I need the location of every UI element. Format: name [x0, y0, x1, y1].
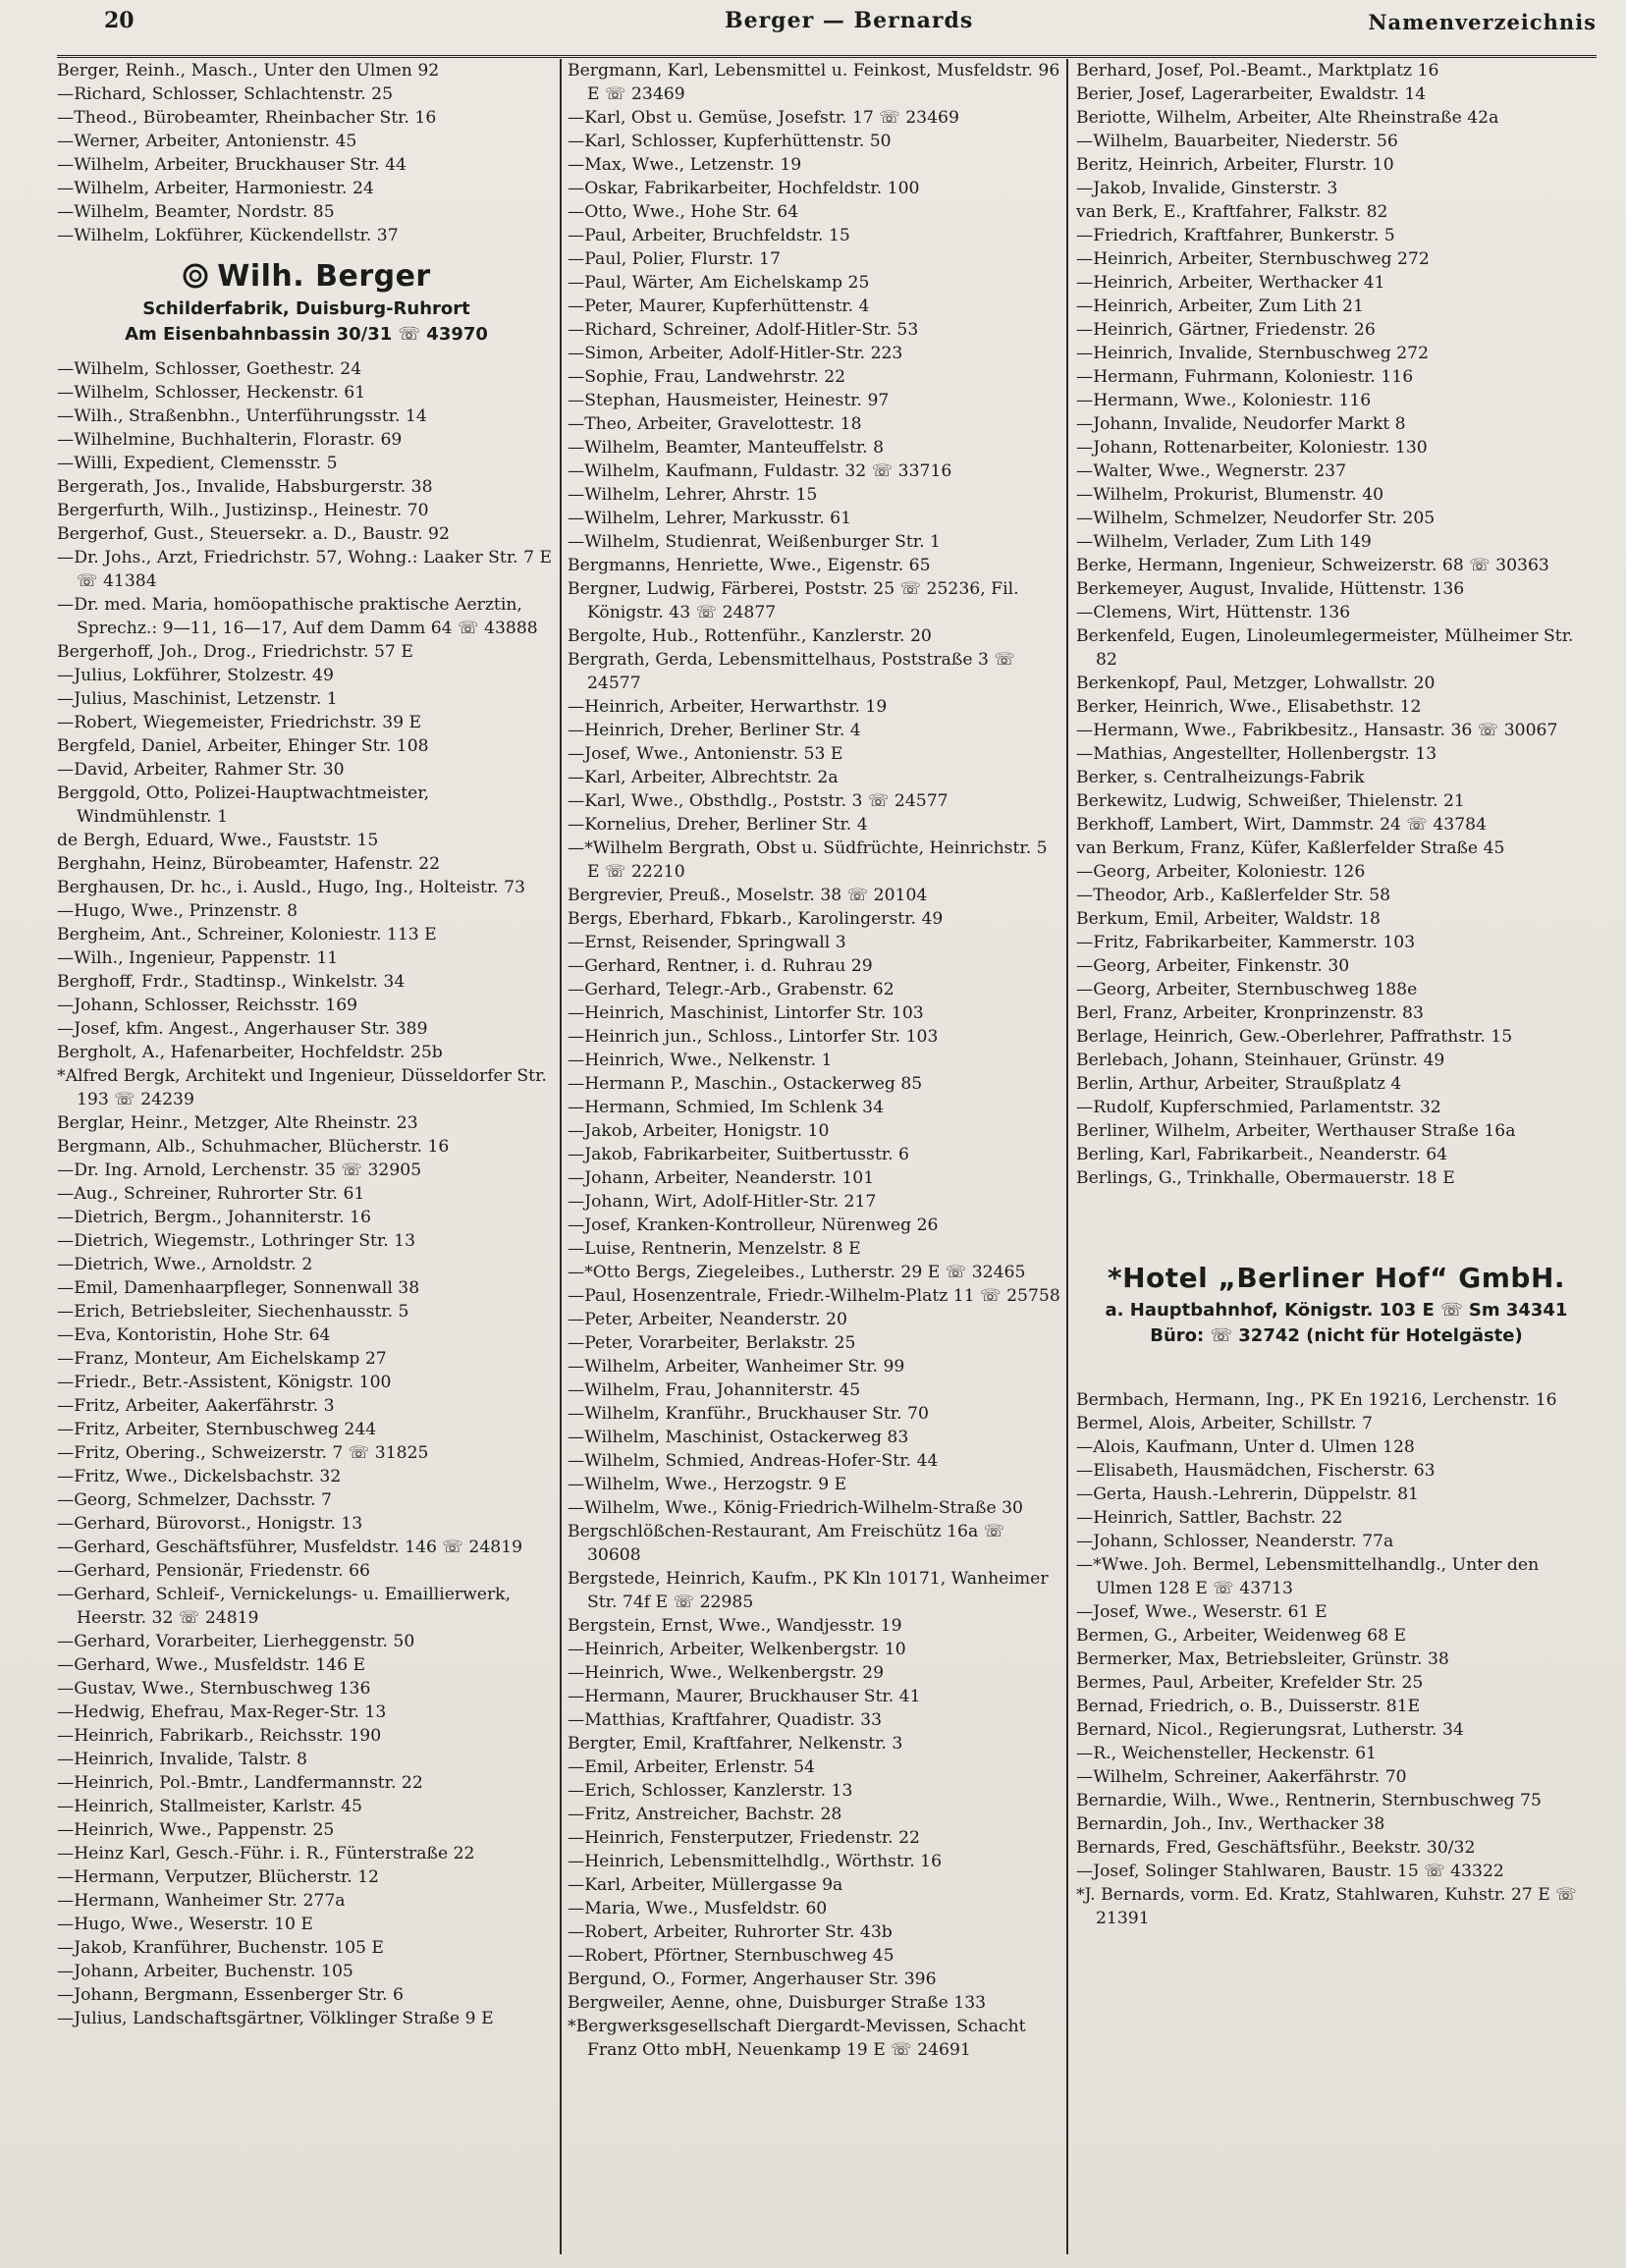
directory-entry: Bergmanns, Henriette, Wwe., Eigenstr. 65 — [568, 556, 931, 575]
directory-entry: —Josef, Kranken-Kontrolleur, Nürenweg 26 — [568, 1215, 939, 1235]
directory-entry: —Gerhard, Geschäftsführer, Musfeldstr. 146 ☏ 24819 — [57, 1538, 523, 1557]
directory-entry: Berlin, Arthur, Arbeiter, Straußplatz 4 — [1076, 1074, 1402, 1094]
directory-entry: —Hermann, Wanheimer Str. 277a — [57, 1891, 346, 1911]
directory-entry: —Heinrich jun., Schloss., Lintorfer Str. 103 — [568, 1027, 939, 1047]
directory-entry: —Heinrich, Arbeiter, Zum Lith 21 — [1076, 297, 1364, 316]
directory-entry: —Wilhelm, Schreiner, Aakerfährstr. 70 — [1076, 1767, 1407, 1787]
directory-entry: Bernard, Nicol., Regierungsrat, Lutherstr. 34 — [1076, 1720, 1464, 1740]
directory-entry: —*Otto Bergs, Ziegeleibes., Lutherstr. 29 E ☏ 32465 — [568, 1263, 1026, 1282]
directory-entry: —Gerhard, Pensionär, Friedenstr. 66 — [57, 1561, 370, 1581]
directory-entry: Bernardie, Wilh., Wwe., Rentnerin, Sternbuschweg 75 — [1076, 1791, 1542, 1810]
directory-entry: —Luise, Rentnerin, Menzelstr. 8 E — [568, 1239, 861, 1259]
directory-entry: —Johann, Bergmann, Essenberger Str. 6 — [57, 1985, 404, 2005]
directory-entry: —Wilhelm, Lokführer, Kückendellstr. 37 — [57, 226, 399, 245]
directory-entry: —Willi, Expedient, Clemensstr. 5 — [57, 454, 338, 473]
directory-entry: —Hermann, Verputzer, Blücherstr. 12 — [57, 1867, 379, 1887]
directory-entry: Bergerfurth, Wilh., Justizinsp., Heinestr. 70 — [57, 501, 429, 520]
directory-entry: *J. Bernards, vorm. Ed. Kratz, Stahlwaren, Kuhstr. 27 E ☏ 21391 — [1076, 1885, 1577, 1928]
directory-entry: —Walter, Wwe., Wegnerstr. 237 — [1076, 461, 1347, 481]
directory-entry: —Kornelius, Dreher, Berliner Str. 4 — [568, 815, 868, 835]
directory-entry: —Heinrich, Wwe., Welkenbergstr. 29 — [568, 1663, 885, 1683]
directory-entry: van Berkum, Franz, Küfer, Kaßlerfelder Straße 45 — [1076, 838, 1505, 858]
directory-entry: —*Wwe. Joh. Bermel, Lebensmittelhandlg., Unter den Ulmen 128 E ☏ 43713 — [1076, 1555, 1540, 1598]
directory-entry: Berlebach, Johann, Steinhauer, Grünstr. 49 — [1076, 1051, 1445, 1070]
directory-entry: —Peter, Arbeiter, Neanderstr. 20 — [568, 1310, 847, 1329]
directory-entry: —Dietrich, Bergm., Johanniterstr. 16 — [57, 1208, 371, 1227]
directory-entry: —Fritz, Anstreicher, Bachstr. 28 — [568, 1805, 842, 1824]
directory-entry: —*Wilhelm Bergrath, Obst u. Südfrüchte, Heinrichstr. 5 E ☏ 22210 — [568, 838, 1048, 882]
directory-entry: —Hermann P., Maschin., Ostackerweg 85 — [568, 1074, 923, 1094]
directory-entry: *Alfred Bergk, Architekt und Ingenieur, Düsseldorfer Str. 193 ☏ 24239 — [57, 1066, 547, 1109]
directory-entry: —Richard, Schlosser, Schlachtenstr. 25 — [57, 84, 394, 104]
directory-entry: Berlings, G., Trinkhalle, Obermauerstr. 18 E — [1076, 1168, 1455, 1188]
directory-entry: Bernards, Fred, Geschäftsführ., Beekstr. 30/32 — [1076, 1838, 1476, 1858]
directory-entry: —Gerhard, Rentner, i. d. Ruhrau 29 — [568, 956, 873, 976]
directory-entry: —Wilhelm, Kranführ., Bruckhauser Str. 70 — [568, 1404, 929, 1424]
directory-entry: —Wilhelm, Beamter, Manteuffelstr. 8 — [568, 438, 885, 458]
directory-entry: Berker, Heinrich, Wwe., Elisabethstr. 12 — [1076, 697, 1422, 717]
ad-company-line: Schilderfabrik, Duisburg-Ruhrort — [142, 298, 470, 319]
page-number: 20 — [104, 8, 135, 33]
directory-entry: —Heinrich, Sattler, Bachstr. 22 — [1076, 1508, 1343, 1528]
directory-entry: Bergerhof, Gust., Steuersekr. a. D., Baustr. 92 — [57, 524, 450, 544]
directory-entry: de Bergh, Eduard, Wwe., Fauststr. 15 — [57, 831, 379, 850]
directory-entry: —Heinrich, Maschinist, Lintorfer Str. 103 — [568, 1003, 924, 1023]
directory-entry: Berier, Josef, Lagerarbeiter, Ewaldstr. 14 — [1076, 84, 1427, 104]
directory-entry: —Heinrich, Arbeiter, Herwarthstr. 19 — [568, 697, 888, 717]
directory-entry: —Oskar, Fabrikarbeiter, Hochfeldstr. 100 — [568, 179, 920, 198]
directory-entry: —Heinrich, Gärtner, Friedenstr. 26 — [1076, 320, 1376, 340]
directory-entry: —Georg, Arbeiter, Koloniestr. 126 — [1076, 862, 1366, 882]
directory-entry: Berger, Reinh., Masch., Unter den Ulmen 92 — [57, 61, 440, 81]
directory-entry: —Georg, Schmelzer, Dachsstr. 7 — [57, 1490, 332, 1510]
ad-company-name: Wilh. Berger — [217, 259, 431, 294]
directory-entry: —Julius, Maschinist, Letzenstr. 1 — [57, 689, 338, 709]
directory-entry: —Fritz, Arbeiter, Sternbuschweg 244 — [57, 1420, 377, 1439]
directory-entry: Berkemeyer, August, Invalide, Hüttenstr. 136 — [1076, 579, 1465, 599]
directory-entry: —Dr. Ing. Arnold, Lerchenstr. 35 ☏ 32905 — [57, 1161, 422, 1180]
directory-entry: —Heinrich, Invalide, Talstr. 8 — [57, 1750, 307, 1769]
directory-entry: —Robert, Pförtner, Sternbuschweg 45 — [568, 1946, 894, 1966]
directory-entry: Berliner, Wilhelm, Arbeiter, Werthauser Straße 16a — [1076, 1121, 1516, 1141]
directory-entry: —Aug., Schreiner, Ruhrorter Str. 61 — [57, 1184, 365, 1204]
directory-entry: —Robert, Arbeiter, Ruhrorter Str. 43b — [568, 1922, 893, 1942]
directory-entry: —Wilhelm, Arbeiter, Bruckhauser Str. 44 — [57, 155, 406, 175]
directory-entry: —Heinrich, Fensterputzer, Friedenstr. 22 — [568, 1828, 920, 1848]
directory-entry: Bergheim, Ant., Schreiner, Koloniestr. 113 E — [57, 925, 437, 945]
directory-entry: Berghausen, Dr. hc., i. Ausld., Hugo, Ing., Holteistr. 73 — [57, 878, 525, 897]
directory-entry: —Wilhelm, Schlosser, Heckenstr. 61 — [57, 383, 366, 403]
directory-entry: —Wilhelm, Wwe., Herzogstr. 9 E — [568, 1475, 847, 1494]
directory-entry: —Matthias, Kraftfahrer, Quadistr. 33 — [568, 1710, 883, 1730]
directory-entry: —Alois, Kaufmann, Unter d. Ulmen 128 — [1076, 1437, 1415, 1457]
directory-entry: —Josef, kfm. Angest., Angerhauser Str. 389 — [57, 1019, 428, 1039]
directory-entry: Berggold, Otto, Polizei-Hauptwachtmeister, Windmühlenstr. 1 — [57, 783, 430, 827]
directory-entry: *Bergwerksgesellschaft Diergardt-Mevissen, Schacht Franz Otto mbH, Neuenkamp 19 E ☏ 24691 — [568, 2017, 1026, 2060]
directory-entry: —Otto, Wwe., Hohe Str. 64 — [568, 202, 799, 222]
directory-entry: —Johann, Rottenarbeiter, Koloniestr. 130 — [1076, 438, 1428, 458]
directory-entry: —Wilh., Straßenbhn., Unterführungsstr. 14 — [57, 406, 427, 426]
directory-entry: —Robert, Wiegemeister, Friedrichstr. 39 E — [57, 713, 422, 732]
directory-entry: —Stephan, Hausmeister, Heinestr. 97 — [568, 391, 890, 410]
directory-entry: —Friedr., Betr.-Assistent, Königstr. 100 — [57, 1373, 392, 1392]
directory-entry: —Peter, Maurer, Kupferhüttenstr. 4 — [568, 297, 870, 316]
entry-list — [1076, 59, 1597, 1190]
directory-entry: Berker, s. Centralheizungs-Fabrik — [1076, 768, 1365, 787]
directory-entry: —Hermann, Maurer, Bruckhauser Str. 41 — [568, 1687, 921, 1706]
directory-entry: —Paul, Wärter, Am Eichelskamp 25 — [568, 273, 870, 293]
directory-entry: Berghoff, Frdr., Stadtinsp., Winkelstr. 34 — [57, 972, 406, 992]
directory-entry: —Gerhard, Telegr.-Arb., Grabenstr. 62 — [568, 980, 894, 999]
directory-entry: —Heinrich, Stallmeister, Karlstr. 45 — [57, 1797, 362, 1816]
directory-entry: —Heinz Karl, Gesch.-Führ. i. R., Fünterstraße 22 — [57, 1844, 475, 1863]
directory-entry: —Karl, Schlosser, Kupferhüttenstr. 50 — [568, 132, 892, 151]
directory-entry: Bermes, Paul, Arbeiter, Krefelder Str. 25 — [1076, 1673, 1424, 1693]
directory-entry: —Wilhelm, Verlader, Zum Lith 149 — [1076, 532, 1372, 552]
directory-entry: —Wilhelm, Frau, Johanniterstr. 45 — [568, 1380, 861, 1400]
directory-entry: —Karl, Arbeiter, Müllergasse 9a — [568, 1875, 843, 1895]
entry-list — [57, 357, 556, 2030]
directory-entry: —Johann, Invalide, Neudorfer Markt 8 — [1076, 414, 1406, 434]
directory-entry: Bermerker, Max, Betriebsleiter, Grünstr. 38 — [1076, 1649, 1449, 1669]
directory-entry: —Gustav, Wwe., Sternbuschweg 136 — [57, 1679, 371, 1699]
directory-entry: Berhard, Josef, Pol.-Beamt., Marktplatz 16 — [1076, 61, 1439, 81]
directory-entry: —Wilhelm, Wwe., König-Friedrich-Wilhelm-Straße 30 — [568, 1498, 1023, 1518]
header-section-title: Namenverzeichnis — [1368, 10, 1597, 34]
directory-entry: Bergrath, Gerda, Lebensmittelhaus, Poststraße 3 ☏ 24577 — [568, 650, 1015, 693]
directory-entry: —Wilhelm, Beamter, Nordstr. 85 — [57, 202, 335, 222]
advertisement-hotel-berliner-hof — [1076, 1259, 1597, 1349]
directory-entry: —Emil, Arbeiter, Erlenstr. 54 — [568, 1757, 815, 1777]
directory-entry: —Wilhelm, Maschinist, Ostackerweg 83 — [568, 1428, 909, 1447]
directory-entry: Bergerhoff, Joh., Drog., Friedrichstr. 57 E — [57, 642, 413, 662]
directory-entry: —Hugo, Wwe., Weserstr. 10 E — [57, 1915, 313, 1934]
directory-entry: —Heinrich, Fabrikarb., Reichsstr. 190 — [57, 1726, 382, 1746]
directory-entry: —Wilhelm, Lehrer, Ahrstr. 15 — [568, 485, 818, 505]
directory-entry: —Hermann, Fuhrmann, Koloniestr. 116 — [1076, 367, 1414, 387]
entry-list — [1076, 1388, 1597, 1930]
directory-entry: —Heinrich, Wwe., Pappenstr. 25 — [57, 1820, 335, 1840]
directory-entry: Berl, Franz, Arbeiter, Kronprinzenstr. 83 — [1076, 1003, 1424, 1023]
directory-entry: Bergfeld, Daniel, Arbeiter, Ehinger Str. 108 — [57, 736, 429, 756]
directory-entry: Bergmann, Karl, Lebensmittel u. Feinkost, Musfeldstr. 96 E ☏ 23469 — [568, 61, 1060, 104]
directory-entry: —Karl, Wwe., Obsthdlg., Poststr. 3 ☏ 24577 — [568, 791, 948, 811]
column-divider — [1066, 59, 1068, 2254]
directory-entry: —Paul, Polier, Flurstr. 17 — [568, 249, 781, 269]
directory-entry: Berglar, Heinr., Metzger, Alte Rheinstr. 23 — [57, 1113, 418, 1133]
directory-entry: —Gerhard, Schleif-, Vernickelungs- u. Emaillierwerk, Heerstr. 32 ☏ 24819 — [57, 1585, 512, 1628]
columns-container — [57, 59, 1597, 2254]
directory-entry: —Sophie, Frau, Landwehrstr. 22 — [568, 367, 846, 387]
directory-entry: Berkhoff, Lambert, Wirt, Dammstr. 24 ☏ 43784 — [1076, 815, 1488, 835]
directory-entry: —Heinrich, Wwe., Nelkenstr. 1 — [568, 1051, 833, 1070]
directory-entry: Berke, Hermann, Ingenieur, Schweizerstr. 68 ☏ 30363 — [1076, 556, 1549, 575]
directory-entry: —Fritz, Arbeiter, Aakerfährstr. 3 — [57, 1396, 335, 1416]
directory-entry: —Hermann, Wwe., Koloniestr. 116 — [1076, 391, 1372, 410]
directory-entry: —Georg, Arbeiter, Sternbuschweg 188e — [1076, 980, 1418, 999]
directory-entry: —Fritz, Fabrikarbeiter, Kammerstr. 103 — [1076, 933, 1416, 952]
directory-entry: —Erich, Schlosser, Kanzlerstr. 13 — [568, 1781, 853, 1801]
directory-entry: —Simon, Arbeiter, Adolf-Hitler-Str. 223 — [568, 344, 903, 363]
directory-entry: Bermbach, Hermann, Ing., PK En 19216, Lerchenstr. 16 — [1076, 1390, 1557, 1410]
ad-address-line: Am Eisenbahnbassin 30/31 ☏ 43970 — [125, 324, 488, 345]
directory-entry: —Dietrich, Wiegemstr., Lothringer Str. 13 — [57, 1231, 416, 1251]
directory-entry: Bergrevier, Preuß., Moselstr. 38 ☏ 20104 — [568, 886, 928, 905]
directory-entry: —Peter, Vorarbeiter, Berlakstr. 25 — [568, 1333, 856, 1353]
directory-entry: Berghahn, Heinz, Bürobeamter, Hafenstr. 22 — [57, 854, 441, 874]
directory-entry: —Hugo, Wwe., Prinzenstr. 8 — [57, 901, 298, 921]
directory-entry: Bermel, Alois, Arbeiter, Schillstr. 7 — [1076, 1414, 1373, 1433]
directory-entry: —Julius, Landschaftsgärtner, Völklinger Straße 9 E — [57, 2009, 494, 2028]
directory-entry: —Wilhelm, Lehrer, Markusstr. 61 — [568, 509, 852, 528]
directory-entry: —Johann, Schlosser, Reichsstr. 169 — [57, 996, 358, 1015]
directory-entry: —Gerhard, Wwe., Musfeldstr. 146 E — [57, 1655, 366, 1675]
directory-entry: Berkum, Emil, Arbeiter, Waldstr. 18 — [1076, 909, 1381, 929]
directory-entry: —Josef, Wwe., Weserstr. 61 E — [1076, 1602, 1328, 1622]
directory-entry: —Gerhard, Vorarbeiter, Lierheggenstr. 50 — [57, 1632, 415, 1651]
directory-entry: —Heinrich, Invalide, Sternbuschweg 272 — [1076, 344, 1430, 363]
directory-entry: Bergner, Ludwig, Färberei, Poststr. 25 ☏ 25236, Fil. Königstr. 43 ☏ 24877 — [568, 579, 1019, 622]
directory-entry: —Dr. Johs., Arzt, Friedrichstr. 57, Wohng.: Laaker Str. 7 E ☏ 41384 — [57, 548, 553, 591]
directory-entry: —Fritz, Obering., Schweizerstr. 7 ☏ 31825 — [57, 1443, 429, 1463]
column-1 — [57, 59, 556, 2254]
directory-entry: —Karl, Arbeiter, Albrechtstr. 2a — [568, 768, 839, 787]
directory-entry: —Wilhelm, Schmied, Andreas-Hofer-Str. 44 — [568, 1451, 939, 1471]
directory-entry: —Paul, Arbeiter, Bruchfeldstr. 15 — [568, 226, 850, 245]
header-range-title: Berger — Bernards — [725, 8, 974, 33]
directory-entry: —Wilhelm, Prokurist, Blumenstr. 40 — [1076, 485, 1384, 505]
directory-entry: —Richard, Schreiner, Adolf-Hitler-Str. 53 — [568, 320, 919, 340]
directory-entry: —Ernst, Reisender, Springwall 3 — [568, 933, 846, 952]
directory-entry: —Eva, Kontoristin, Hohe Str. 64 — [57, 1325, 331, 1345]
directory-entry: Berlage, Heinrich, Gew.-Oberlehrer, Paffrathstr. 15 — [1076, 1027, 1513, 1047]
column-divider — [560, 59, 562, 2254]
directory-entry: —Paul, Hosenzentrale, Friedr.-Wilhelm-Platz 11 ☏ 25758 — [568, 1286, 1060, 1306]
directory-entry: —Elisabeth, Hausmädchen, Fischerstr. 63 — [1076, 1461, 1436, 1481]
directory-entry: —Heinrich, Dreher, Berliner Str. 4 — [568, 721, 861, 740]
directory-entry: —R., Weichensteller, Heckenstr. 61 — [1076, 1744, 1377, 1763]
directory-entry: —Erich, Betriebsleiter, Siechenhausstr. 5 — [57, 1302, 409, 1322]
directory-entry: —Max, Wwe., Letzenstr. 19 — [568, 155, 802, 175]
directory-entry: —Julius, Lokführer, Stolzestr. 49 — [57, 666, 334, 685]
directory-entry: Bergter, Emil, Kraftfahrer, Nelkenstr. 3 — [568, 1734, 903, 1754]
directory-entry: —Heinrich, Lebensmittelhdlg., Wörthstr. 16 — [568, 1852, 943, 1871]
directory-entry: —Dr. med. Maria, homöopathische praktische Aerztin, Sprechz.: 9—11, 16—17, Auf dem Damm 64 ☏ 43888 — [57, 595, 538, 638]
directory-entry: —Heinrich, Arbeiter, Sternbuschweg 272 — [1076, 249, 1430, 269]
page-header — [57, 0, 1597, 58]
directory-entry: Bergmann, Alb., Schuhmacher, Blücherstr. 16 — [57, 1137, 450, 1157]
directory-entry: —Mathias, Angestellter, Hollenbergstr. 13 — [1076, 744, 1437, 764]
directory-entry: —Josef, Wwe., Antonienstr. 53 E — [568, 744, 843, 764]
directory-entry: Bernardin, Joh., Inv., Werthacker 38 — [1076, 1814, 1385, 1834]
directory-entry: —Wilh., Ingenieur, Pappenstr. 11 — [57, 948, 339, 968]
directory-entry: —Theo, Arbeiter, Gravelottestr. 18 — [568, 414, 862, 434]
directory-entry: Bergs, Eberhard, Fbkarb., Karolingerstr. 49 — [568, 909, 944, 929]
entry-list — [568, 59, 1060, 2062]
directory-entry: —Jakob, Fabrikarbeiter, Suitbertusstr. 6 — [568, 1145, 909, 1164]
directory-entry: —Theodor, Arb., Kaßlerfelder Str. 58 — [1076, 886, 1391, 905]
entry-list — [57, 59, 556, 247]
directory-entry: Bergweiler, Aenne, ohne, Duisburger Straße 133 — [568, 1993, 987, 2013]
column-2 — [568, 59, 1060, 2254]
directory-entry: —Heinrich, Pol.-Bmtr., Landfermannstr. 22 — [57, 1773, 423, 1793]
directory-entry: —Wilhelm, Schlosser, Goethestr. 24 — [57, 359, 362, 379]
directory-entry: —Werner, Arbeiter, Antonienstr. 45 — [57, 132, 357, 151]
directory-entry: —Wilhelm, Bauarbeiter, Niederstr. 56 — [1076, 132, 1398, 151]
directory-entry: Bernad, Friedrich, o. B., Duisserstr. 81E — [1076, 1697, 1421, 1716]
directory-entry: —Franz, Monteur, Am Eichelskamp 27 — [57, 1349, 387, 1369]
directory-entry: —Theod., Bürobeamter, Rheinbacher Str. 16 — [57, 108, 437, 128]
ad-hotel-office: Büro: ☏ 32742 (nicht für Hotelgäste) — [1150, 1325, 1523, 1346]
directory-entry: Berling, Karl, Fabrikarbeit., Neanderstr. 64 — [1076, 1145, 1448, 1164]
directory-entry: Berkewitz, Ludwig, Schweißer, Thielenstr. 21 — [1076, 791, 1465, 811]
directory-entry: Bergschlößchen-Restaurant, Am Freischütz 16a ☏ 30608 — [568, 1522, 1005, 1565]
directory-entry: —Johann, Wirt, Adolf-Hitler-Str. 217 — [568, 1192, 877, 1212]
directory-entry: —Wilhelm, Studienrat, Weißenburger Str. 1 — [568, 532, 941, 552]
directory-entry: —Jakob, Kranführer, Buchenstr. 105 E — [57, 1938, 384, 1958]
directory-entry: —Emil, Damenhaarpfleger, Sonnenwall 38 — [57, 1278, 420, 1298]
directory-entry: —Johann, Arbeiter, Neanderstr. 101 — [568, 1168, 875, 1188]
directory-entry: —Clemens, Wirt, Hüttenstr. 136 — [1076, 603, 1351, 622]
advertisement-berger — [57, 257, 556, 348]
directory-entry: Bergerath, Jos., Invalide, Habsburgerstr. 38 — [57, 477, 433, 497]
directory-entry: —Friedrich, Kraftfahrer, Bunkerstr. 5 — [1076, 226, 1395, 245]
directory-entry: —Jakob, Invalide, Ginsterstr. 3 — [1076, 179, 1338, 198]
directory-entry: —Georg, Arbeiter, Finkenstr. 30 — [1076, 956, 1350, 976]
directory-entry: Berkenkopf, Paul, Metzger, Lohwallstr. 20 — [1076, 674, 1436, 693]
directory-entry: Bergstede, Heinrich, Kaufm., PK Kln 10171, Wanheimer Str. 74f E ☏ 22985 — [568, 1569, 1049, 1612]
company-logo-icon — [182, 262, 209, 290]
directory-entry: —Johann, Schlosser, Neanderstr. 77a — [1076, 1532, 1394, 1551]
directory-entry: —Maria, Wwe., Musfeldstr. 60 — [568, 1899, 828, 1918]
directory-entry: —Josef, Solinger Stahlwaren, Baustr. 15 ☏ 43322 — [1076, 1862, 1504, 1881]
ad-hotel-name: *Hotel „Berliner Hof“ GmbH. — [1107, 1262, 1566, 1294]
directory-entry: —Karl, Obst u. Gemüse, Josefstr. 17 ☏ 23469 — [568, 108, 959, 128]
directory-entry: Bergund, O., Former, Angerhauser Str. 396 — [568, 1970, 937, 1989]
directory-entry: —David, Arbeiter, Rahmer Str. 30 — [57, 760, 345, 780]
directory-entry: —Johann, Arbeiter, Buchenstr. 105 — [57, 1962, 353, 1981]
directory-entry: —Wilhelm, Schmelzer, Neudorfer Str. 205 — [1076, 509, 1436, 528]
directory-entry: —Rudolf, Kupferschmied, Parlamentstr. 32 — [1076, 1098, 1441, 1117]
directory-entry: —Wilhelm, Arbeiter, Wanheimer Str. 99 — [568, 1357, 905, 1377]
column-3 — [1076, 59, 1597, 2254]
directory-entry: —Wilhelmine, Buchhalterin, Florastr. 69 — [57, 430, 403, 450]
directory-entry: —Hermann, Wwe., Fabrikbesitz., Hansastr. 36 ☏ 30067 — [1076, 721, 1558, 740]
directory-entry: —Gerta, Haush.-Lehrerin, Düppelstr. 81 — [1076, 1485, 1419, 1504]
directory-entry: —Hedwig, Ehefrau, Max-Reger-Str. 13 — [57, 1702, 387, 1722]
directory-entry: —Fritz, Wwe., Dickelsbachstr. 32 — [57, 1467, 342, 1486]
directory-entry: —Wilhelm, Kaufmann, Fuldastr. 32 ☏ 33716 — [568, 461, 952, 481]
directory-entry: Beriotte, Wilhelm, Arbeiter, Alte Rheinstraße 42a — [1076, 108, 1499, 128]
directory-entry: —Heinrich, Arbeiter, Welkenbergstr. 10 — [568, 1640, 906, 1659]
directory-entry: Bergolte, Hub., Rottenführ., Kanzlerstr. 20 — [568, 626, 932, 646]
directory-entry: Berkenfeld, Eugen, Linoleumlegermeister, Mülheimer Str. 82 — [1076, 626, 1574, 670]
ad-hotel-address: a. Hauptbahnhof, Königstr. 103 E ☏ Sm 34341 — [1105, 1300, 1568, 1321]
directory-entry: —Gerhard, Bürovorst., Honigstr. 13 — [57, 1514, 363, 1534]
directory-entry: van Berk, E., Kraftfahrer, Falkstr. 82 — [1076, 202, 1388, 222]
directory-entry: Beritz, Heinrich, Arbeiter, Flurstr. 10 — [1076, 155, 1394, 175]
directory-entry: Bermen, G., Arbeiter, Weidenweg 68 E — [1076, 1626, 1407, 1646]
directory-entry: Bergholt, A., Hafenarbeiter, Hochfeldstr. 25b — [57, 1043, 443, 1062]
directory-entry: Bergstein, Ernst, Wwe., Wandjesstr. 19 — [568, 1616, 902, 1636]
directory-entry: —Dietrich, Wwe., Arnoldstr. 2 — [57, 1255, 313, 1274]
directory-entry: —Heinrich, Arbeiter, Werthacker 41 — [1076, 273, 1385, 293]
directory-entry: —Hermann, Schmied, Im Schlenk 34 — [568, 1098, 885, 1117]
directory-entry: —Jakob, Arbeiter, Honigstr. 10 — [568, 1121, 830, 1141]
directory-entry: —Wilhelm, Arbeiter, Harmoniestr. 24 — [57, 179, 374, 198]
